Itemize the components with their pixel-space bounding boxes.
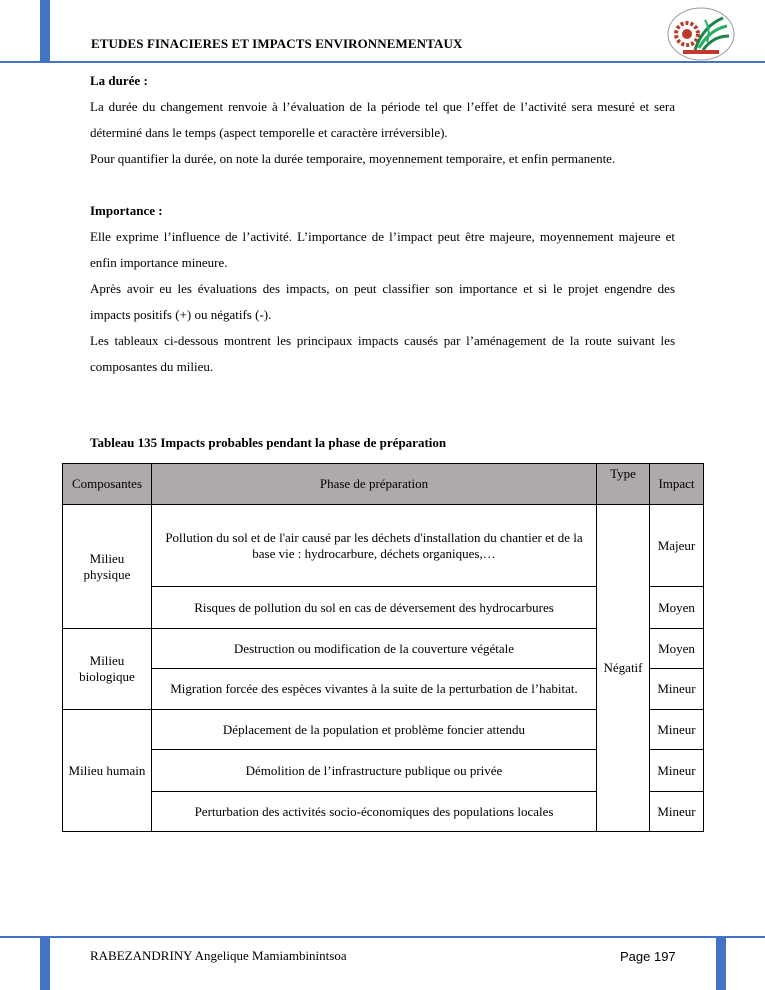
type-cell: Négatif bbox=[597, 505, 650, 832]
composante-cell: Milieu biologique bbox=[63, 629, 152, 710]
composante-cell: Milieu physique bbox=[63, 505, 152, 629]
header-phase: Phase de préparation bbox=[151, 464, 596, 505]
impact-cell: Mineur bbox=[650, 792, 704, 832]
duree-paragraph-2: Pour quantifier la durée, on note la durée temporaire, moyennement temporaire, et enfin permanente. bbox=[90, 151, 616, 166]
importance-heading: Importance : bbox=[90, 203, 163, 218]
footer-accent-bar-left bbox=[40, 938, 50, 990]
table-caption: Tableau 135 Impacts probables pendant la phase de préparation bbox=[90, 435, 447, 450]
header-impact: Impact bbox=[650, 464, 704, 505]
impact-cell: Mineur bbox=[650, 669, 704, 710]
page-number: Page 197 bbox=[620, 949, 676, 964]
duree-heading: La durée : bbox=[90, 73, 148, 88]
body-text bbox=[90, 68, 675, 380]
impact-cell: Moyen bbox=[650, 587, 704, 629]
university-logo-icon bbox=[665, 6, 737, 62]
phase-cell: Perturbation des activités socio-économiques des populations locales bbox=[151, 792, 596, 832]
page-header-title: ETUDES FINACIERES ET IMPACTS ENVIRONNEMENTAUX bbox=[91, 36, 463, 51]
header-type: Type bbox=[597, 464, 650, 505]
table-header-row bbox=[63, 464, 704, 505]
phase-cell: Destruction ou modification de la couverture végétale bbox=[151, 629, 596, 669]
header-accent-bar bbox=[40, 0, 50, 62]
header-composantes: Composantes bbox=[63, 464, 152, 505]
impacts-table bbox=[62, 463, 704, 832]
footer-divider bbox=[0, 936, 765, 938]
header-divider bbox=[0, 61, 765, 63]
importance-paragraph-2: Après avoir eu les évaluations des impacts, on peut classifier son importance et si le projet engendre des impacts positifs (+) ou négatifs (-). bbox=[90, 281, 675, 322]
phase-cell: Migration forcée des espèces vivantes à la suite de la perturbation de l’habitat. bbox=[151, 669, 596, 710]
footer-accent-bar-right bbox=[716, 938, 726, 990]
impact-cell: Moyen bbox=[650, 629, 704, 669]
phase-cell: Démolition de l’infrastructure publique ou privée bbox=[151, 750, 596, 792]
phase-cell: Risques de pollution du sol en cas de déversement des hydrocarbures bbox=[151, 587, 596, 629]
impact-cell: Mineur bbox=[650, 750, 704, 792]
importance-paragraph-3: Les tableaux ci-dessous montrent les principaux impacts causés par l’aménagement de la route suivant les composantes du milieu. bbox=[90, 333, 675, 374]
table-row bbox=[63, 505, 704, 587]
impact-cell: Mineur bbox=[650, 710, 704, 750]
phase-cell: Pollution du sol et de l'air causé par les déchets d'installation du chantier et de la base vie : hydrocarbure, déchets organiques,… bbox=[151, 505, 596, 587]
impact-cell: Majeur bbox=[650, 505, 704, 587]
duree-paragraph-1: La durée du changement renvoie à l’évaluation de la période tel que l’effet de l’activité sera mesuré et sera déterminé dans le temps (aspect temporelle et caractère irréversible). bbox=[90, 99, 675, 140]
phase-cell: Déplacement de la population et problème foncier attendu bbox=[151, 710, 596, 750]
composante-cell: Milieu humain bbox=[63, 710, 152, 832]
footer-author: RABEZANDRINY Angelique Mamiambinintsoa bbox=[90, 948, 347, 963]
importance-paragraph-1: Elle exprime l’influence de l’activité. L’importance de l’impact peut être majeure, moyennement majeure et enfin importance mineure. bbox=[90, 229, 675, 270]
